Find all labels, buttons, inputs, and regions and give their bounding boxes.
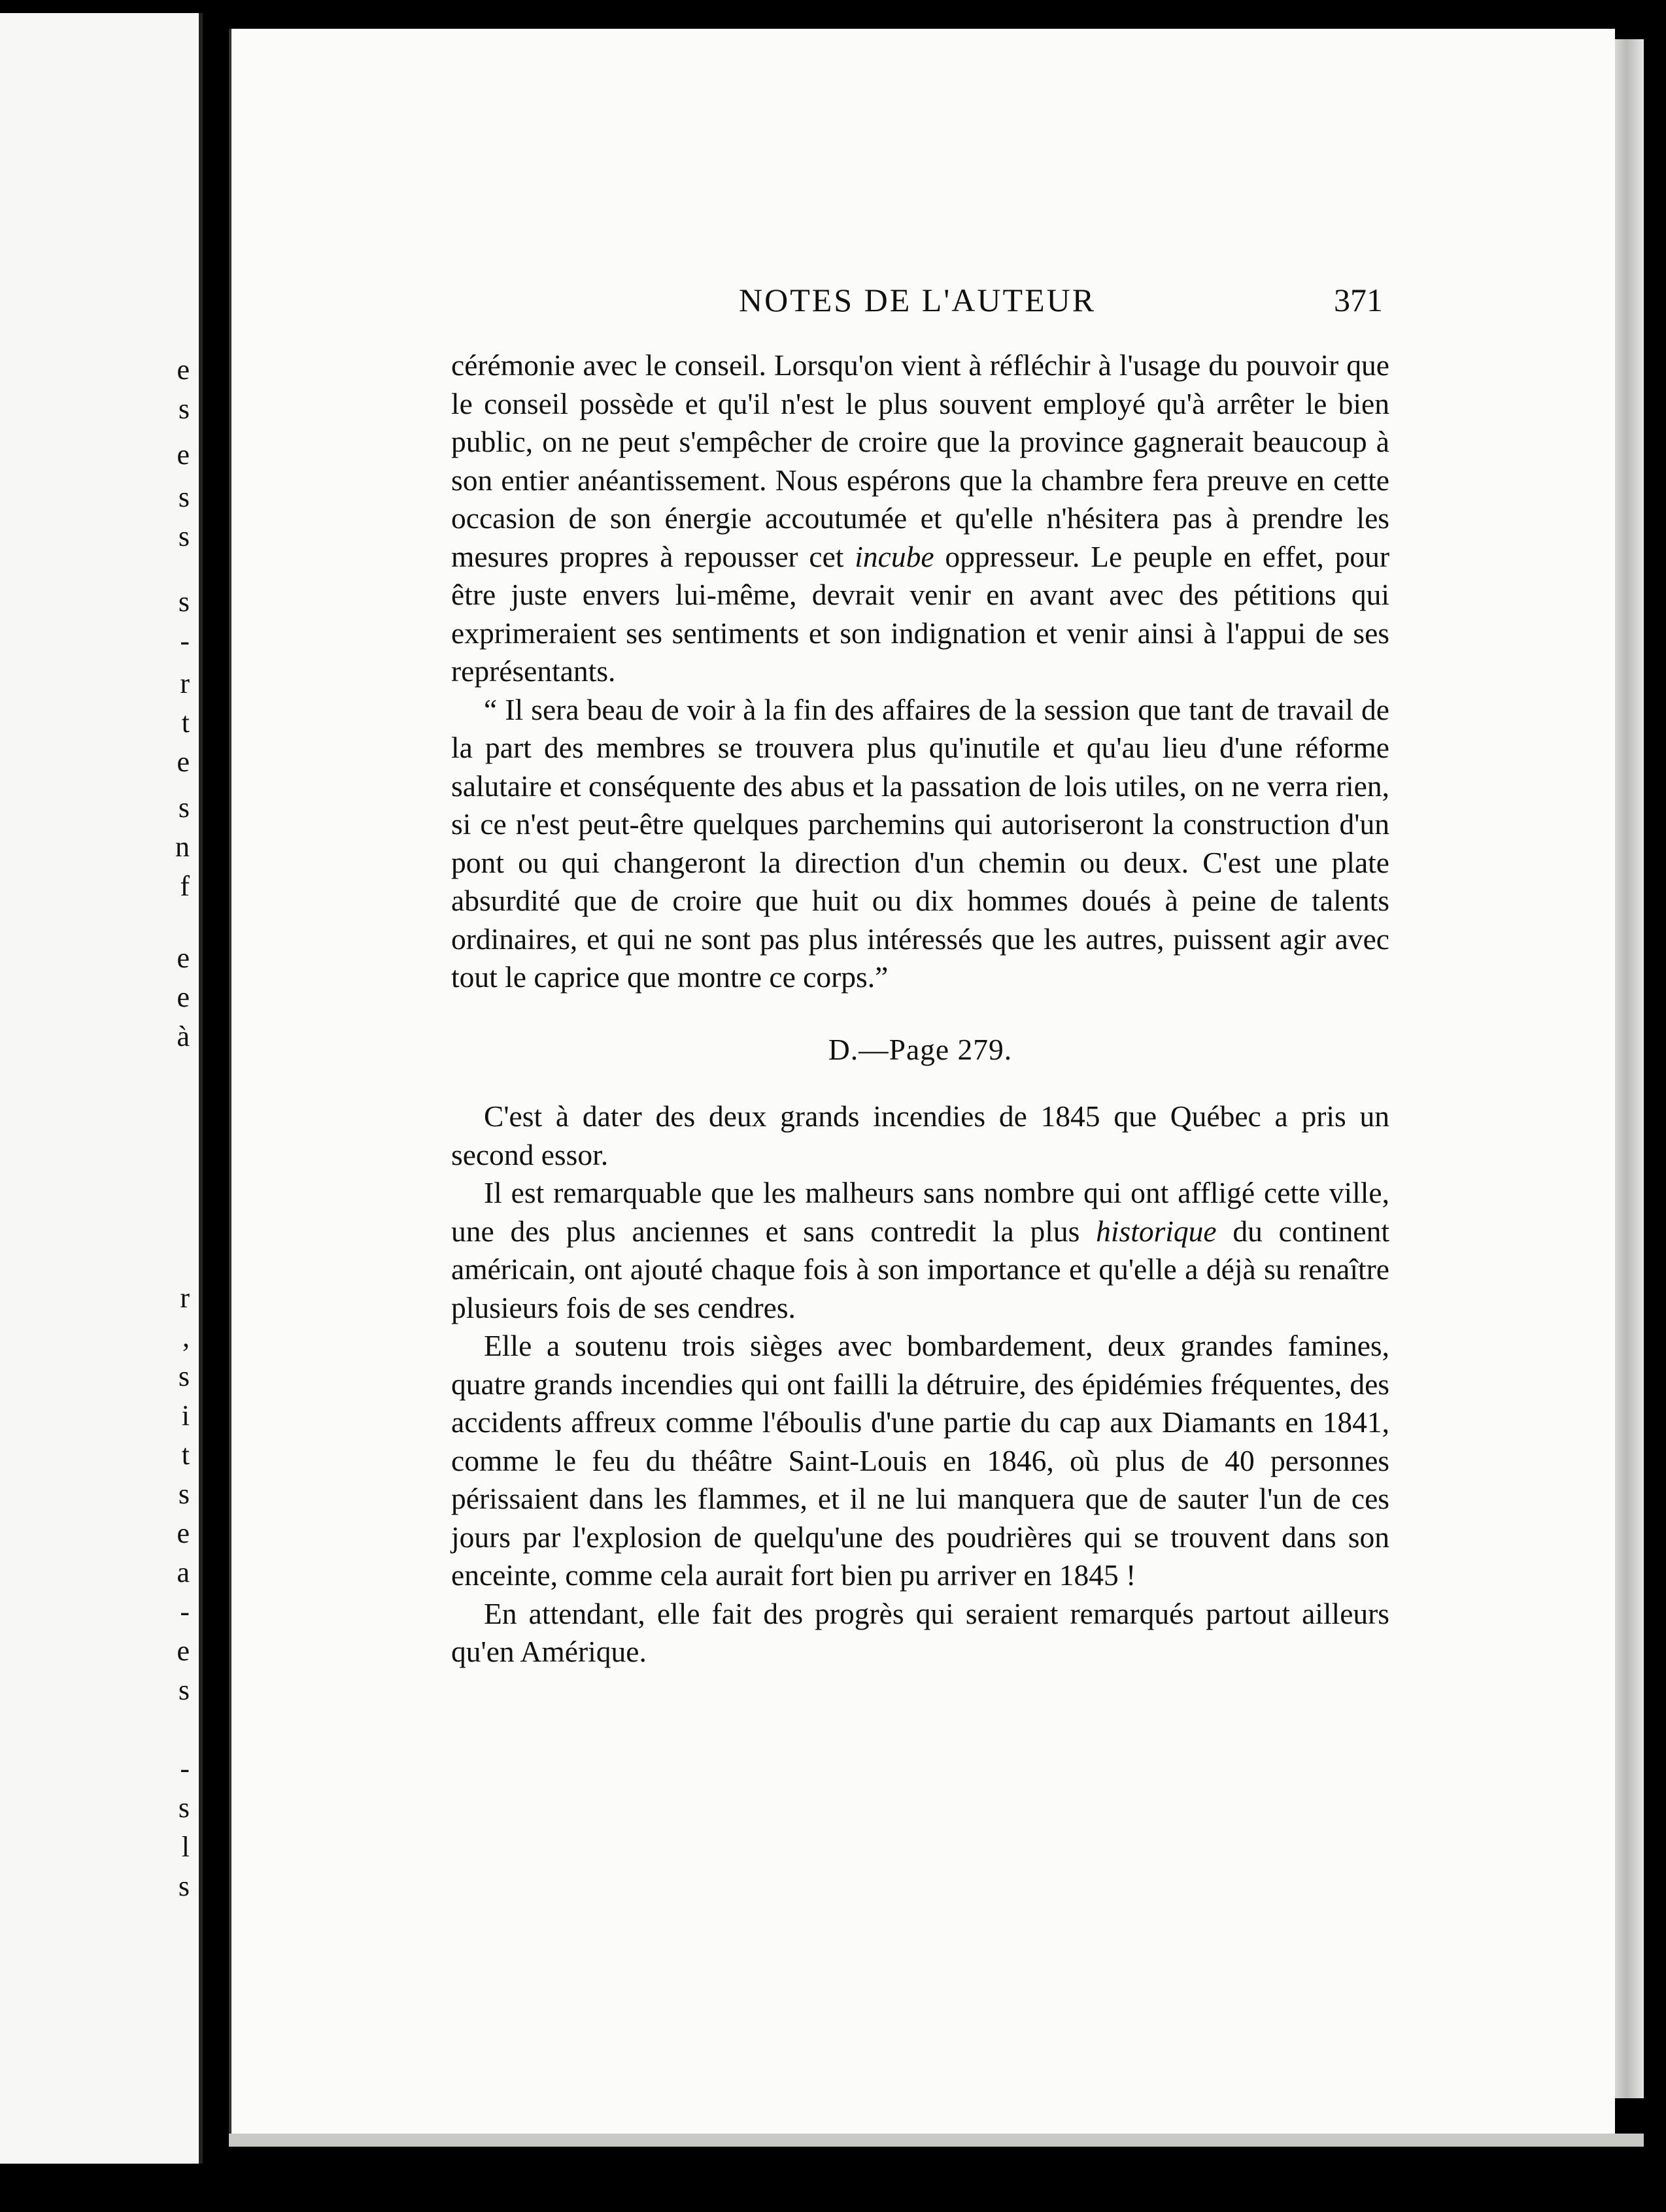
edge-letter: - bbox=[180, 625, 190, 657]
edge-letter: e bbox=[177, 981, 190, 1013]
edge-letter: s bbox=[178, 792, 190, 824]
edge-letter: s bbox=[178, 1674, 190, 1706]
edge-letter: t bbox=[181, 1439, 190, 1471]
paragraph-p2 bbox=[451, 691, 1389, 997]
text-run: En attendant, elle fait des progrès qui seraient remarqués partout ailleurs qu'en Amérique. bbox=[451, 1596, 1389, 1668]
edge-letter: - bbox=[180, 1596, 190, 1628]
edge-letter: r bbox=[180, 667, 190, 699]
edge-letter: s bbox=[178, 1360, 190, 1392]
edge-letter: r bbox=[180, 1282, 190, 1314]
edge-letter: e bbox=[177, 1635, 190, 1667]
italic-run: historique bbox=[1096, 1214, 1217, 1248]
paragraph-p5 bbox=[451, 1327, 1389, 1595]
italic-run: incube bbox=[855, 539, 934, 573]
edge-letter: s bbox=[178, 520, 190, 552]
page-bottom-shadow bbox=[229, 2134, 1644, 2147]
paragraph-p6 bbox=[451, 1595, 1389, 1671]
text-run: cérémonie avec le conseil. Lorsqu'on vient à réfléchir à l'usage du pouvoir que le conseil possède et qu'il n'est le plus souvent employé qu'à arrêter le bien public, on ne peut s'empêcher de croire que la province gagnerait beaucoup à son entier anéantissement. Nous espérons que la chambre fera preuve en cette occasion de son énergie accoutumée et qu'elle n'hésitera pas à prendre les mesures propres à repousser cet bbox=[451, 348, 1389, 573]
edge-letter: e bbox=[177, 1517, 190, 1549]
edge-letter: f bbox=[180, 870, 190, 902]
previous-page-edge bbox=[0, 13, 203, 2164]
edge-letter: s bbox=[178, 1478, 190, 1510]
page-number: 371 bbox=[1334, 282, 1383, 318]
edge-letter: s bbox=[178, 393, 190, 425]
edge-letter: à bbox=[177, 1020, 190, 1052]
text-run: Il est remarquable que les malheurs sans nombre qui ont affligé cette ville, une des plus anciennes et sans contredit la plus bbox=[451, 1176, 1389, 1248]
edge-letter: e bbox=[177, 942, 190, 974]
edge-letter: - bbox=[180, 1752, 190, 1785]
edge-letter: s bbox=[178, 1870, 190, 1902]
edge-letter: e bbox=[177, 439, 190, 471]
text-run: “ Il sera beau de voir à la fin des affaires de la session que tant de travail de la part des membres se trouvera plus qu'inutile et qu'au lieu d'une réforme salutaire et conséquente des abus et la passation de lois utiles, on ne verra rien, si ce n'est peut-être quelques parchemins qui autoriseront la construction d'un pont ou qui changeront la direction d'un chemin ou deux. C'est une plate absurdité que de croire que huit ou dix hommes doués à peine de talents ordinaires, et qui ne sont pas plus intéressés que les autres, puissent agir avec tout le caprice que montre ce corps.” bbox=[451, 692, 1389, 994]
edge-letter: a bbox=[177, 1556, 190, 1588]
text-run: du continent américain, ont ajouté chaque fois à son importance et qu'elle a déjà su renaître plusieurs fois de ses cendres. bbox=[451, 1214, 1389, 1324]
edge-letter: s bbox=[178, 586, 190, 618]
edge-letter: e bbox=[177, 746, 190, 778]
text-run: Elle a soutenu trois sièges avec bombardement, deux grandes famines, quatre grands incendies qui ont failli la détruire, des épidémies fréquentes, des accidents affreux comme l'éboulis d'une partie du cap aux Diamants en 1841, comme le feu du théâtre Saint-Louis en 1846, où plus de 40 personnes périssaient dans les flammes, et il ne lui manquera que de sauter l'un de ces jours par l'explosion de quelqu'une des poudrières qui se trouvent dans son enceinte, comme cela aurait fort bien pu arriver en 1845 ! bbox=[451, 1329, 1389, 1592]
text-run: C'est à dater des deux grands incendies de 1845 que Québec a pris un second essor. bbox=[451, 1099, 1389, 1171]
page-edge-shadow bbox=[1615, 39, 1644, 2098]
text-run: oppresseur. Le peuple en effet, pour être juste envers lui-même, devrait venir en avant avec des pétitions qui exprimeraient ses sentiments et son indignation et venir ainsi à l'appui de ses représentants. bbox=[451, 539, 1389, 688]
edge-letter: n bbox=[175, 831, 190, 863]
edge-letter: t bbox=[181, 707, 190, 739]
paragraph-p4 bbox=[451, 1174, 1389, 1327]
paragraph-p1 bbox=[451, 346, 1389, 691]
edge-letter: s bbox=[178, 1792, 190, 1824]
edge-letter: l bbox=[181, 1831, 190, 1863]
section-heading: D.—Page 279. bbox=[828, 1032, 1013, 1066]
body-text bbox=[451, 346, 1389, 1671]
running-head: NOTES DE L'AUTEUR bbox=[739, 282, 1096, 318]
edge-letter: s bbox=[178, 481, 190, 513]
edge-letter: e bbox=[177, 354, 190, 386]
edge-letter: i bbox=[181, 1399, 190, 1432]
edge-letter: , bbox=[182, 1321, 190, 1353]
paragraph-p3 bbox=[451, 1098, 1389, 1174]
